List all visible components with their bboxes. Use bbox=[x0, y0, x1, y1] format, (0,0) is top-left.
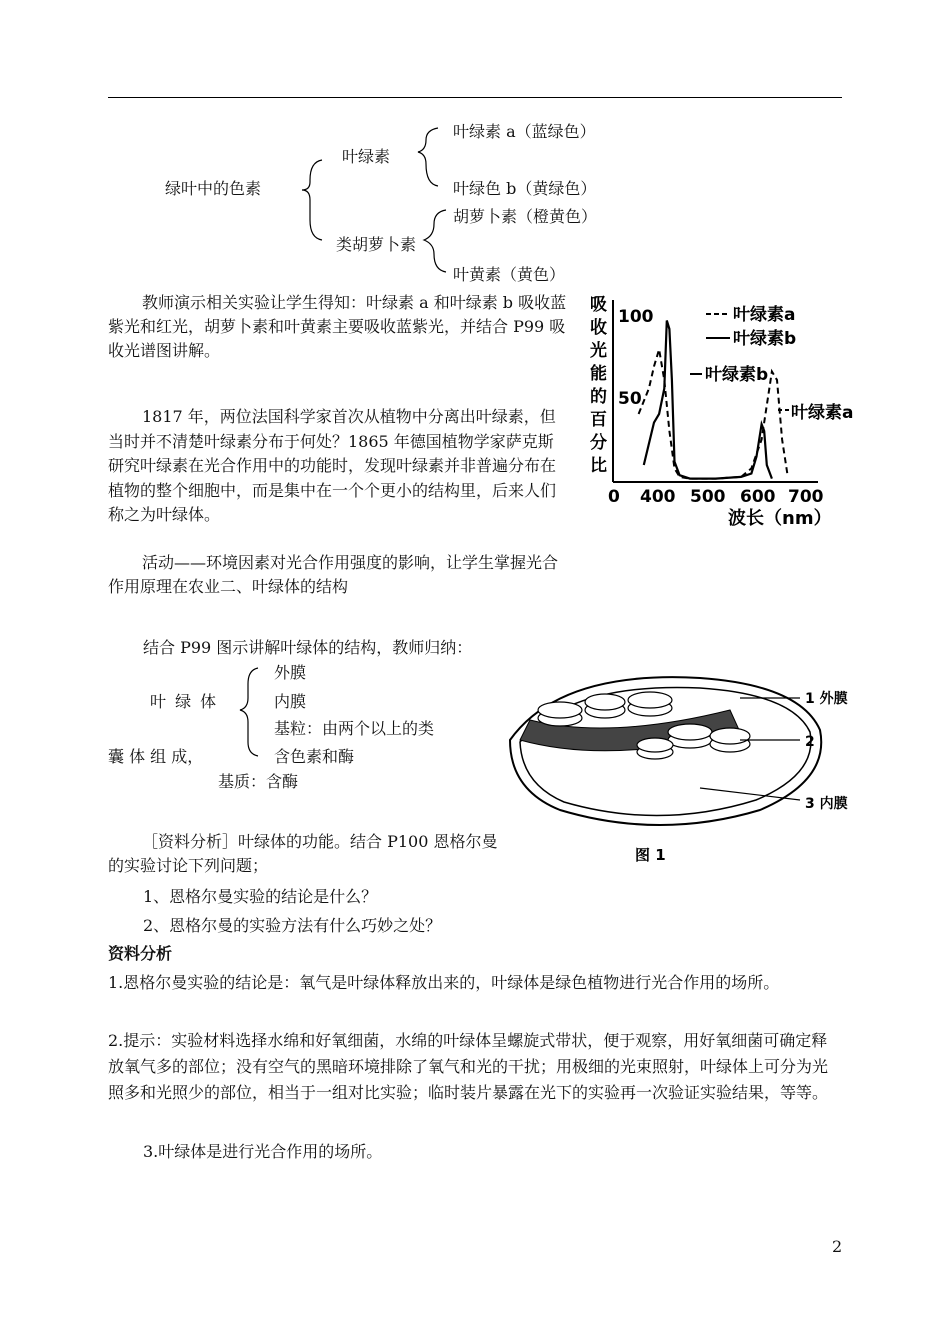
tree1-branch2: 类胡萝卜素 bbox=[336, 235, 417, 254]
tree2-item4: 基质：含酶 bbox=[218, 772, 299, 791]
legend-a-label: 叶绿素a bbox=[733, 305, 796, 325]
header-rule bbox=[108, 97, 842, 98]
figure-caption: 图 1 bbox=[635, 846, 666, 864]
heading-analysis: 资料分析 bbox=[108, 944, 173, 963]
ytick-50: 50 bbox=[618, 389, 642, 409]
annot-a-label: 叶绿素a bbox=[791, 403, 854, 423]
chart-ylabel-5: 的 bbox=[590, 387, 607, 407]
tree1-root: 绿叶中的色素 bbox=[165, 179, 262, 198]
chart-xlabel: 波长（nm） bbox=[728, 508, 832, 529]
question-2: 2、恩格尔曼的实验方法有什么巧妙之处？ bbox=[143, 916, 442, 935]
chart-ylabel-6: 百 bbox=[590, 410, 607, 430]
tree2-item3-line1: 基粒：由两个以上的类 bbox=[274, 719, 435, 738]
answer-1: 1.恩格尔曼实验的结论是：氧气是叶绿体释放出来的，叶绿体是绿色植物进行光合作用的场所。 bbox=[108, 973, 780, 992]
para-activity: 活动——环境因素对光合作用强度的影响，让学生掌握光合作用原理在农业二、叶绿体的结构 bbox=[108, 553, 559, 596]
para-structure: 结合 P99 图示讲解叶绿体的结构，教师归纳： bbox=[143, 638, 473, 657]
chart-ylabel-1: 吸 bbox=[590, 295, 607, 315]
tree2-item3-prefix: 囊 体 组 成， bbox=[108, 747, 204, 766]
xtick-700: 700 bbox=[788, 487, 824, 507]
para-analysis: ［资料分析］叶绿体的功能。结合 P100 恩格尔曼的实验讨论下列问题； bbox=[108, 832, 498, 875]
chart-ylabel-7: 分 bbox=[590, 433, 607, 453]
annot-b-label: 叶绿素b bbox=[705, 365, 769, 385]
tree1-braces bbox=[300, 120, 460, 280]
answer-2: 2.提示：实验材料选择水绵和好氧细菌，水绵的叶绿体呈螺旋式带状，便于观察，用好氧细菌可确定释放氧气多的部位；没有空气的黑暗环境排除了氧气和光的干扰；用极细的光束照射，叶绿体上可分为光照多和光照少的部位，相当于一组对比实验；临时装片暴露在光下的实验再一次验证实验结果，等等。 bbox=[108, 1031, 829, 1102]
tree2-item3-line2: 含色素和酶 bbox=[274, 747, 355, 766]
para-history: 1817 年，两位法国科学家首次从植物中分离出叶绿素，但当时并不清楚叶绿素分布于何处？1865 年德国植物学家萨克斯研究叶绿素在光合作用中的功能时，发现叶绿素并非普遍分布在植物的整个细胞中，而是集中在一个个更小的结构里，后来人们称之为叶绿体。 bbox=[108, 407, 557, 524]
ytick-100: 100 bbox=[618, 307, 654, 327]
page-number: 2 bbox=[832, 1237, 843, 1256]
label-inner-membrane: 3 内膜 bbox=[805, 796, 848, 812]
tree2-item1: 外膜 bbox=[274, 663, 307, 682]
label-2: 2 bbox=[805, 734, 815, 750]
answer-3: 3.叶绿体是进行光合作用的场所。 bbox=[143, 1142, 383, 1161]
xtick-0: 0 bbox=[608, 487, 620, 507]
tree2-brace bbox=[236, 664, 266, 760]
chart-ylabel-8: 比 bbox=[590, 456, 607, 476]
xtick-400: 400 bbox=[640, 487, 676, 507]
tree1-branch1: 叶绿素 bbox=[342, 147, 391, 166]
chloroplast-illustration bbox=[500, 670, 860, 870]
tree1-leaf2b: 叶黄素（黄色） bbox=[453, 265, 566, 284]
xtick-600: 600 bbox=[740, 487, 776, 507]
tree2-item2: 内膜 bbox=[274, 692, 307, 711]
chart-ylabel-2: 收 bbox=[590, 318, 607, 338]
absorption-spectrum-chart bbox=[578, 290, 888, 535]
tree1-leaf2a: 胡萝卜素（橙黄色） bbox=[453, 207, 598, 226]
question-1: 1、恩格尔曼实验的结论是什么？ bbox=[143, 887, 378, 906]
tree2-root: 叶 绿 体 bbox=[150, 692, 219, 711]
tree1-leaf1b: 叶绿色 b（黄绿色） bbox=[453, 179, 597, 198]
tree1-leaf1a: 叶绿素 a（蓝绿色） bbox=[453, 122, 596, 141]
xtick-500: 500 bbox=[690, 487, 726, 507]
chart-ylabel-4: 能 bbox=[590, 364, 607, 384]
label-outer-membrane: 1 外膜 bbox=[805, 691, 848, 707]
para-teacher: 教师演示相关实验让学生得知：叶绿素 a 和叶绿素 b 吸收蓝紫光和红光，胡萝卜素和叶黄素主要吸收蓝紫光，并结合 P99 吸收光谱图讲解。 bbox=[108, 293, 567, 360]
legend-b-label: 叶绿素b bbox=[733, 329, 797, 349]
chart-ylabel-3: 光 bbox=[590, 341, 607, 361]
